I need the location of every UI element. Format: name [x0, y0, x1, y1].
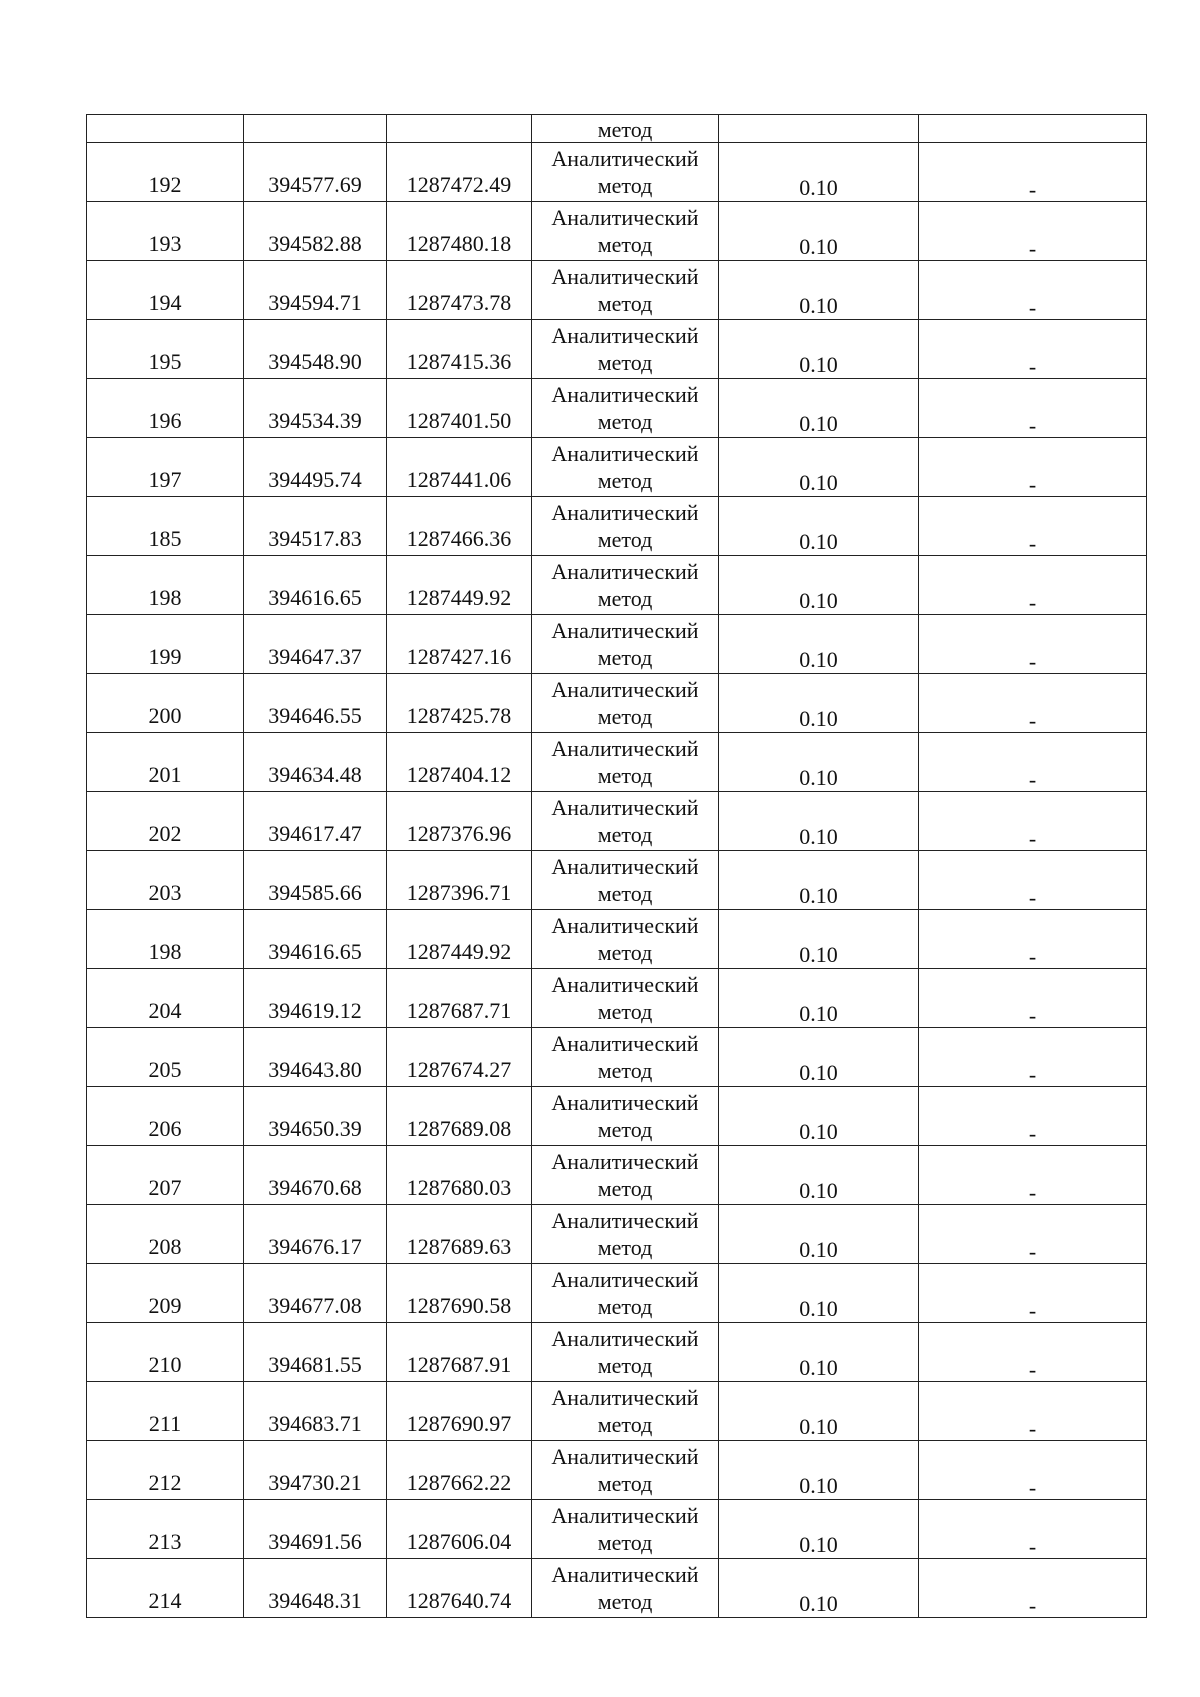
note-cell: [919, 1146, 1147, 1205]
x-coordinate-cell: 394681.55: [244, 1323, 387, 1382]
accuracy-cell: 0.10: [719, 261, 919, 320]
y-coordinate-cell: 1287427.16: [387, 615, 532, 674]
point-number-cell: 208: [87, 1205, 244, 1264]
accuracy-cell: 0.10: [719, 792, 919, 851]
x-coordinate-cell: 394648.31: [244, 1559, 387, 1618]
y-coordinate-cell: 1287401.50: [387, 379, 532, 438]
method-cell: [532, 1500, 719, 1559]
note-cell: [919, 1087, 1147, 1146]
method-text-line1: Аналитический: [551, 677, 699, 702]
method-text-line1: Аналитический: [551, 1562, 699, 1587]
point-number-cell: 199: [87, 615, 244, 674]
note-text: -: [1028, 1121, 1037, 1146]
method-cell: [532, 1028, 719, 1087]
point-number-cell: 212: [87, 1441, 244, 1500]
table-row: [87, 674, 1147, 733]
method-text-line1: Аналитический: [551, 1267, 699, 1292]
note-cell: [919, 1323, 1147, 1382]
method-cell: [532, 1146, 719, 1205]
table-cell: [532, 115, 719, 143]
method-text-line2: метод: [597, 822, 653, 847]
method-cell: [532, 497, 719, 556]
method-text-line1: Аналитический: [551, 205, 699, 230]
method-text-line1: Аналитический: [551, 146, 699, 171]
note-text: -: [1028, 472, 1037, 497]
method-text-line2: метод: [597, 232, 653, 257]
point-number-cell: 202: [87, 792, 244, 851]
note-text: -: [1028, 236, 1037, 261]
x-coordinate-cell: 394676.17: [244, 1205, 387, 1264]
table-row: [87, 1441, 1147, 1500]
method-cell: [532, 851, 719, 910]
method-text-line2: метод: [597, 1353, 653, 1378]
x-coordinate-cell: 394495.74: [244, 438, 387, 497]
accuracy-cell: 0.10: [719, 1559, 919, 1618]
point-number-cell: 201: [87, 733, 244, 792]
method-text-line2: метод: [597, 1294, 653, 1319]
note-cell: [919, 1559, 1147, 1618]
note-cell: [919, 733, 1147, 792]
method-text-line1: Аналитический: [551, 618, 699, 643]
note-text: -: [1028, 177, 1037, 202]
note-text: -: [1028, 1180, 1037, 1205]
accuracy-cell: 0.10: [719, 1028, 919, 1087]
note-text: -: [1028, 1534, 1037, 1559]
method-text-line1: Аналитический: [551, 1385, 699, 1410]
method-text-line1: Аналитический: [551, 1149, 699, 1174]
method-text-line1: Аналитический: [551, 795, 699, 820]
method-cell: [532, 1382, 719, 1441]
method-cell: [532, 261, 719, 320]
accuracy-cell: 0.10: [719, 615, 919, 674]
method-text-line2: метод: [597, 1176, 653, 1201]
y-coordinate-cell: 1287425.78: [387, 674, 532, 733]
point-number-cell: 214: [87, 1559, 244, 1618]
note-cell: [919, 1205, 1147, 1264]
table-row: [87, 615, 1147, 674]
accuracy-cell: 0.10: [719, 1087, 919, 1146]
point-number-cell: 204: [87, 969, 244, 1028]
method-cell: [532, 438, 719, 497]
note-cell: [919, 1500, 1147, 1559]
y-coordinate-cell: 1287687.71: [387, 969, 532, 1028]
accuracy-cell: 0.10: [719, 910, 919, 969]
y-coordinate-cell: 1287396.71: [387, 851, 532, 910]
point-number-cell: 207: [87, 1146, 244, 1205]
note-text: -: [1028, 708, 1037, 733]
method-cell: [532, 792, 719, 851]
y-coordinate-cell: 1287473.78: [387, 261, 532, 320]
point-number-cell: 210: [87, 1323, 244, 1382]
point-number-cell: 194: [87, 261, 244, 320]
y-coordinate-cell: 1287606.04: [387, 1500, 532, 1559]
method-text-line2: метод: [597, 1058, 653, 1083]
note-text: -: [1028, 649, 1037, 674]
note-cell: [919, 1441, 1147, 1500]
y-coordinate-cell: 1287640.74: [387, 1559, 532, 1618]
method-text-line2: метод: [597, 1235, 653, 1260]
accuracy-cell: 0.10: [719, 733, 919, 792]
method-text-line2: метод: [597, 704, 653, 729]
y-coordinate-cell: 1287472.49: [387, 143, 532, 202]
note-text: -: [1028, 1298, 1037, 1323]
method-cell: [532, 202, 719, 261]
note-cell: [919, 202, 1147, 261]
y-coordinate-cell: 1287674.27: [387, 1028, 532, 1087]
x-coordinate-cell: 394646.55: [244, 674, 387, 733]
method-cell: [532, 1205, 719, 1264]
note-text: -: [1028, 531, 1037, 556]
method-text-line1: Аналитический: [551, 736, 699, 761]
table-row: [87, 1382, 1147, 1441]
method-text-line2: метод: [597, 173, 653, 198]
method-text-line1: Аналитический: [551, 1503, 699, 1528]
table-row: [87, 1087, 1147, 1146]
note-text: -: [1028, 1239, 1037, 1264]
point-number-cell: 197: [87, 438, 244, 497]
method-cell: [532, 1323, 719, 1382]
note-text: -: [1028, 1357, 1037, 1382]
method-text-line1: Аналитический: [551, 1090, 699, 1115]
method-cell: [532, 615, 719, 674]
method-cell: [532, 556, 719, 615]
accuracy-cell: 0.10: [719, 969, 919, 1028]
x-coordinate-cell: 394730.21: [244, 1441, 387, 1500]
accuracy-cell: 0.10: [719, 1500, 919, 1559]
table-cell: [919, 115, 1147, 143]
note-cell: [919, 851, 1147, 910]
y-coordinate-cell: 1287466.36: [387, 497, 532, 556]
accuracy-cell: 0.10: [719, 851, 919, 910]
y-coordinate-cell: 1287449.92: [387, 910, 532, 969]
y-coordinate-cell: 1287662.22: [387, 1441, 532, 1500]
method-text-line2: метод: [597, 468, 653, 493]
note-text: -: [1028, 944, 1037, 969]
point-number-cell: 193: [87, 202, 244, 261]
method-text-line2: метод: [597, 409, 653, 434]
method-text-line2: метод: [597, 1117, 653, 1142]
method-text-line2: метод: [597, 1530, 653, 1555]
note-text: -: [1028, 1003, 1037, 1028]
note-cell: [919, 556, 1147, 615]
x-coordinate-cell: 394619.12: [244, 969, 387, 1028]
method-text-line1: Аналитический: [551, 323, 699, 348]
note-text: -: [1028, 413, 1037, 438]
method-cell: [532, 1441, 719, 1500]
method-continuation-text: метод: [597, 117, 653, 142]
method-text-line2: метод: [597, 527, 653, 552]
table-row: [87, 851, 1147, 910]
y-coordinate-cell: 1287404.12: [387, 733, 532, 792]
accuracy-cell: 0.10: [719, 1205, 919, 1264]
method-text-line2: метод: [597, 1412, 653, 1437]
method-cell: [532, 1264, 719, 1323]
note-cell: [919, 910, 1147, 969]
table-row: [87, 379, 1147, 438]
method-text-line1: Аналитический: [551, 559, 699, 584]
point-number-cell: 198: [87, 556, 244, 615]
method-cell: [532, 1559, 719, 1618]
note-cell: [919, 1028, 1147, 1087]
note-cell: [919, 792, 1147, 851]
method-text-line1: Аналитический: [551, 1326, 699, 1351]
method-text-line1: Аналитический: [551, 264, 699, 289]
y-coordinate-cell: 1287689.63: [387, 1205, 532, 1264]
note-cell: [919, 674, 1147, 733]
x-coordinate-cell: 394585.66: [244, 851, 387, 910]
accuracy-cell: 0.10: [719, 1441, 919, 1500]
note-text: -: [1028, 1062, 1037, 1087]
method-cell: [532, 379, 719, 438]
method-text-line1: Аналитический: [551, 382, 699, 407]
note-cell: [919, 143, 1147, 202]
method-text-line1: Аналитический: [551, 441, 699, 466]
note-cell: [919, 1264, 1147, 1323]
method-text-line2: метод: [597, 763, 653, 788]
accuracy-cell: 0.10: [719, 143, 919, 202]
x-coordinate-cell: 394617.47: [244, 792, 387, 851]
accuracy-cell: 0.10: [719, 202, 919, 261]
x-coordinate-cell: 394594.71: [244, 261, 387, 320]
table-row: [87, 143, 1147, 202]
note-text: -: [1028, 767, 1037, 792]
method-cell: [532, 674, 719, 733]
note-text: -: [1028, 295, 1037, 320]
table-row: [87, 1205, 1147, 1264]
x-coordinate-cell: 394677.08: [244, 1264, 387, 1323]
method-cell: [532, 733, 719, 792]
table-row: [87, 1264, 1147, 1323]
point-number-cell: 209: [87, 1264, 244, 1323]
point-number-cell: 205: [87, 1028, 244, 1087]
table-row: [87, 556, 1147, 615]
method-text-line2: метод: [597, 350, 653, 375]
accuracy-cell: 0.10: [719, 556, 919, 615]
x-coordinate-cell: 394650.39: [244, 1087, 387, 1146]
point-number-cell: 203: [87, 851, 244, 910]
method-text-line2: метод: [597, 881, 653, 906]
table-cell: [244, 115, 387, 143]
x-coordinate-cell: 394577.69: [244, 143, 387, 202]
method-cell: [532, 910, 719, 969]
table-cell: [719, 115, 919, 143]
note-cell: [919, 969, 1147, 1028]
y-coordinate-cell: 1287689.08: [387, 1087, 532, 1146]
note-text: -: [1028, 1416, 1037, 1441]
method-text-line2: метод: [597, 1589, 653, 1614]
table-row: [87, 733, 1147, 792]
note-cell: [919, 438, 1147, 497]
note-cell: [919, 261, 1147, 320]
accuracy-cell: 0.10: [719, 1323, 919, 1382]
point-number-cell: 211: [87, 1382, 244, 1441]
x-coordinate-cell: 394670.68: [244, 1146, 387, 1205]
table-row: [87, 261, 1147, 320]
y-coordinate-cell: 1287415.36: [387, 320, 532, 379]
y-coordinate-cell: 1287680.03: [387, 1146, 532, 1205]
table-row: [87, 1559, 1147, 1618]
note-text: -: [1028, 590, 1037, 615]
table-row: [87, 320, 1147, 379]
point-number-cell: 195: [87, 320, 244, 379]
method-cell: [532, 969, 719, 1028]
method-cell: [532, 143, 719, 202]
method-text-line2: метод: [597, 291, 653, 316]
method-text-line1: Аналитический: [551, 1208, 699, 1233]
method-text-line2: метод: [597, 999, 653, 1024]
x-coordinate-cell: 394548.90: [244, 320, 387, 379]
point-number-cell: 206: [87, 1087, 244, 1146]
method-text-line2: метод: [597, 645, 653, 670]
note-text: -: [1028, 354, 1037, 379]
note-cell: [919, 497, 1147, 556]
x-coordinate-cell: 394616.65: [244, 910, 387, 969]
accuracy-cell: 0.10: [719, 379, 919, 438]
note-cell: [919, 615, 1147, 674]
accuracy-cell: 0.10: [719, 1264, 919, 1323]
method-text-line2: метод: [597, 1471, 653, 1496]
note-text: -: [1028, 1475, 1037, 1500]
method-text-line2: метод: [597, 586, 653, 611]
note-cell: [919, 1382, 1147, 1441]
method-text-line1: Аналитический: [551, 500, 699, 525]
method-text-line1: Аналитический: [551, 854, 699, 879]
accuracy-cell: 0.10: [719, 1382, 919, 1441]
x-coordinate-cell: 394582.88: [244, 202, 387, 261]
point-number-cell: 213: [87, 1500, 244, 1559]
point-number-cell: 200: [87, 674, 244, 733]
table-cell: [87, 115, 244, 143]
continuation-row: [87, 115, 1147, 143]
x-coordinate-cell: 394517.83: [244, 497, 387, 556]
accuracy-cell: 0.10: [719, 674, 919, 733]
note-text: -: [1028, 826, 1037, 851]
point-number-cell: 196: [87, 379, 244, 438]
table-row: [87, 1500, 1147, 1559]
method-text-line1: Аналитический: [551, 1031, 699, 1056]
table-row: [87, 1146, 1147, 1205]
method-text-line1: Аналитический: [551, 913, 699, 938]
y-coordinate-cell: 1287376.96: [387, 792, 532, 851]
table-body: [87, 115, 1147, 1618]
table-row: [87, 1323, 1147, 1382]
method-text-line1: Аналитический: [551, 1444, 699, 1469]
note-text: -: [1028, 885, 1037, 910]
table-row: [87, 910, 1147, 969]
y-coordinate-cell: 1287480.18: [387, 202, 532, 261]
accuracy-cell: 0.10: [719, 320, 919, 379]
method-text-line1: Аналитический: [551, 972, 699, 997]
method-text-line2: метод: [597, 940, 653, 965]
note-cell: [919, 379, 1147, 438]
y-coordinate-cell: 1287441.06: [387, 438, 532, 497]
table-cell: [387, 115, 532, 143]
accuracy-cell: 0.10: [719, 438, 919, 497]
table-row: [87, 969, 1147, 1028]
point-number-cell: 185: [87, 497, 244, 556]
method-cell: [532, 320, 719, 379]
x-coordinate-cell: 394643.80: [244, 1028, 387, 1087]
point-number-cell: 198: [87, 910, 244, 969]
point-number-cell: 192: [87, 143, 244, 202]
coordinates-table: [86, 114, 1147, 1618]
x-coordinate-cell: 394647.37: [244, 615, 387, 674]
table-row: [87, 497, 1147, 556]
note-text: -: [1028, 1593, 1037, 1618]
y-coordinate-cell: 1287687.91: [387, 1323, 532, 1382]
x-coordinate-cell: 394634.48: [244, 733, 387, 792]
table-row: [87, 438, 1147, 497]
x-coordinate-cell: 394691.56: [244, 1500, 387, 1559]
accuracy-cell: 0.10: [719, 497, 919, 556]
y-coordinate-cell: 1287690.97: [387, 1382, 532, 1441]
table-row: [87, 792, 1147, 851]
table-row: [87, 202, 1147, 261]
method-cell: [532, 1087, 719, 1146]
x-coordinate-cell: 394683.71: [244, 1382, 387, 1441]
note-cell: [919, 320, 1147, 379]
x-coordinate-cell: 394616.65: [244, 556, 387, 615]
accuracy-cell: 0.10: [719, 1146, 919, 1205]
y-coordinate-cell: 1287449.92: [387, 556, 532, 615]
y-coordinate-cell: 1287690.58: [387, 1264, 532, 1323]
x-coordinate-cell: 394534.39: [244, 379, 387, 438]
table-row: [87, 1028, 1147, 1087]
